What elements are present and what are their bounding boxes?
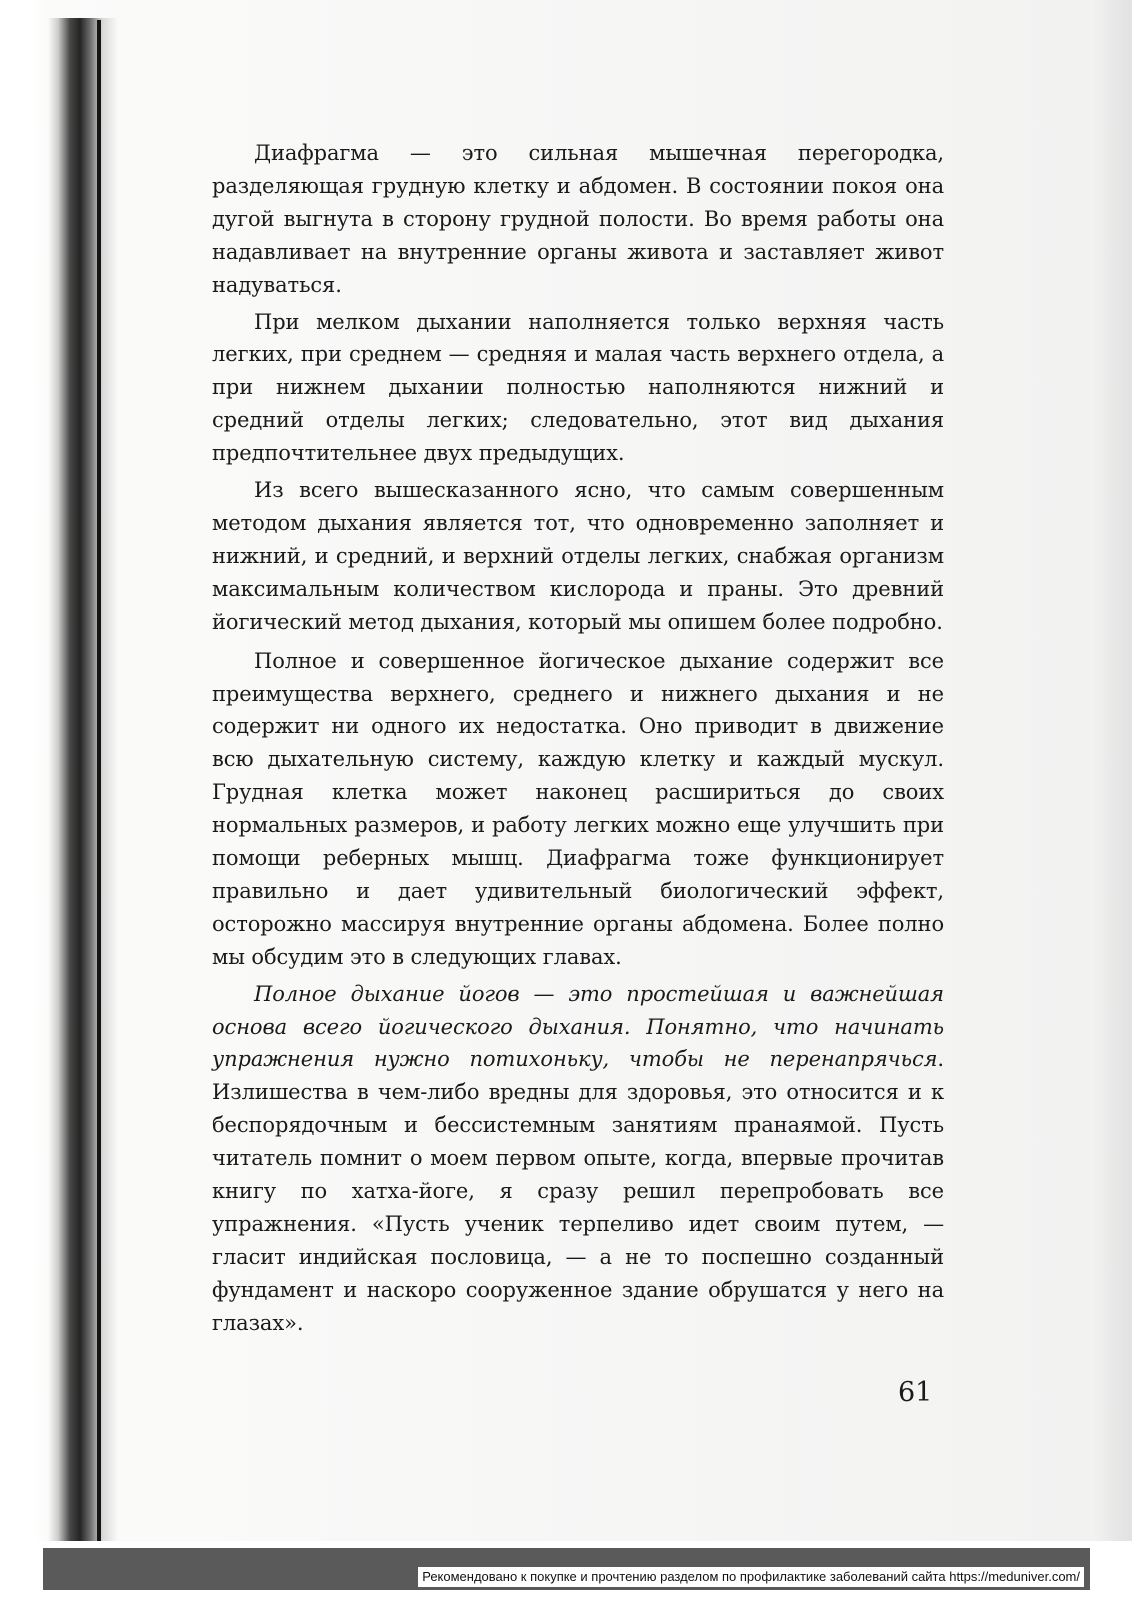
book-gutter-line: [97, 20, 101, 1545]
paragraph-text: При мелком дыхании наполняется только верхняя часть легких, при среднем — средняя и малая часть верхнего отдела, а при нижнем дыхании полностью наполняются нижний и средний отделы легких; следовательно, этот вид дыхания предпочтительнее двух предыдущих.: [212, 309, 944, 466]
page-number: 61: [898, 1377, 933, 1408]
paragraph: [212, 137, 944, 302]
footer-link-text[interactable]: Рекомендовано к покупке и прочтению разделом по профилактике заболеваний сайта https://meduniver.com/: [418, 1567, 1084, 1587]
paragraph: [212, 306, 944, 471]
paragraph-italic-text: Полное дыхание йогов — это простейшая и важнейшая основа всего йогического дыхания. Понятно, что начинать упражнения нужно потихоньку, чтобы не перенапрячься: [212, 981, 944, 1072]
body-text: [212, 137, 944, 1343]
paragraph: [212, 645, 944, 974]
paragraph-text: Полное и совершенное йогическое дыхание содержит все преимущества верхнего, среднего и нижнего дыхания и не содержит ни одного их недостатка. Оно приводит в движение всю дыхательную систему, каждую клетку и каждый мускул. Грудная клетка может наконец расшириться до своих нормальных размеров, и работу легких можно еще улучшить при помощи реберных мышц. Диафрагма тоже функционирует правильно и дает удивительный биологический эффект, осторожно массируя внутренние органы абдомена. Более полно мы обсудим это в следующих главах.: [212, 648, 944, 969]
paragraph: [212, 978, 944, 1340]
page-right-edge: [1092, 0, 1132, 1560]
paragraph-text: Из всего вышесказанного ясно, что самым совершенным методом дыхания является тот, что одновременно заполняет и нижний, и средний, и верхний отделы легких, снабжая организм максимальным количеством кислорода и праны. Это древний йогический метод дыхания, который мы опишем более подробно.: [212, 478, 944, 634]
paragraph-text: . Излишества в чем-либо вредны для здоровья, это относится и к беспорядочным и бессистемным занятиям пранаямой. Пусть читатель помнит о моем первом опыте, когда, впервые прочитав книгу по хатха-йоге, я сразу решил перепробовать все упражнения. «Пусть ученик терпеливо идет своим путем, — гласит индийская пословица, — а не то поспешно созданный фундамент и наскоро сооруженное здание обрушатся у него на глазах».: [212, 1047, 944, 1335]
book-gutter-shadow: [48, 18, 118, 1548]
paragraph-text: Диафрагма — это сильная мышечная перегородка, разделяющая грудную клетку и абдомен. В состоянии покоя она дугой выгнута в сторону грудной полости. Во время работы она надавливает на внутренние органы живота и заставляет живот надуваться.: [212, 141, 944, 297]
paragraph: [212, 474, 944, 639]
